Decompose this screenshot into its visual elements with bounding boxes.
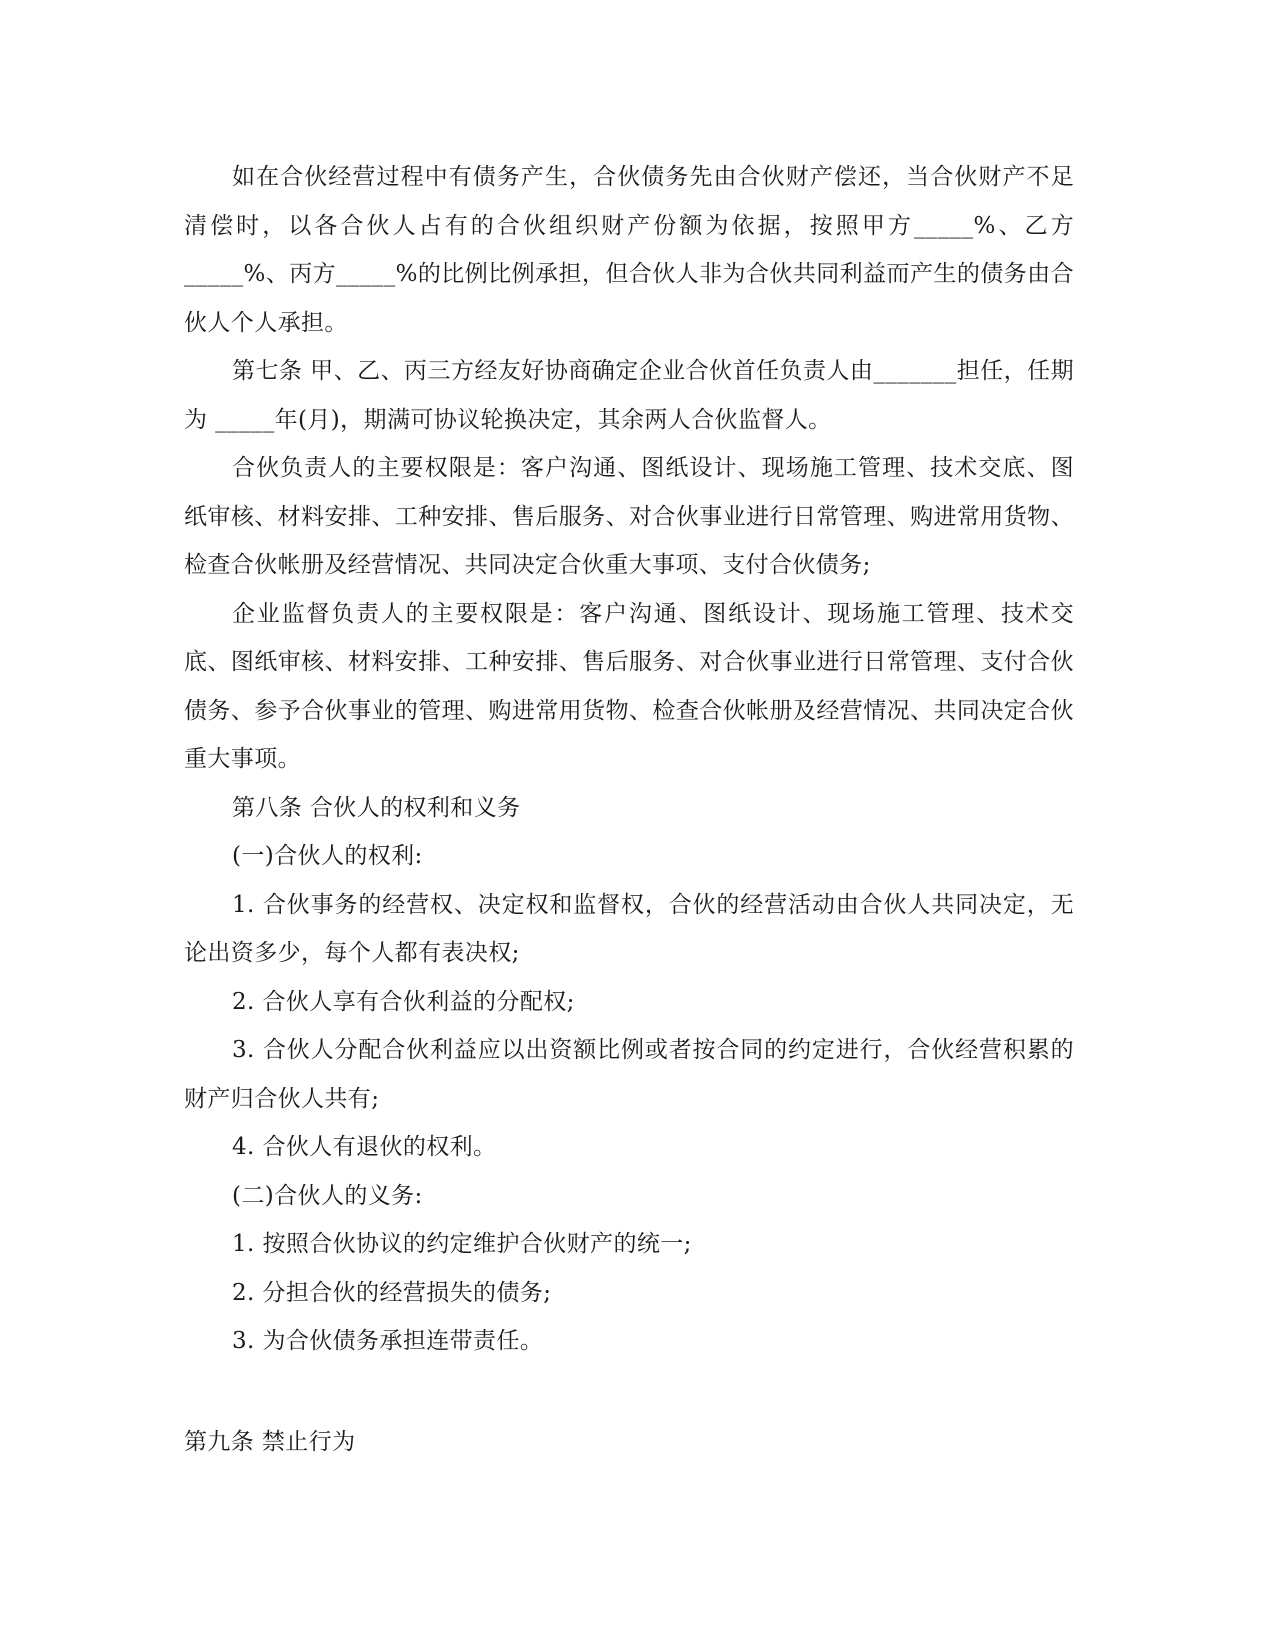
debt-liability-paragraph: 如在合伙经营过程中有债务产生，合伙债务先由合伙财产偿还，当合伙财产不足清偿时，以各合伙人占有的合伙组织财产份额为依据，按照甲方_____%、乙方_____%、丙方_____%的比例比例承担，但合伙人非为合伙共同利益而产生的债务由合伙人个人承担。 (184, 164, 1074, 336)
manager-authority-paragraph: 合伙负责人的主要权限是：客户沟通、图纸设计、现场施工管理、技术交底、图纸审核、材料安排、工种安排、售后服务、对合伙事业进行日常管理、购进常用货物、检查合伙帐册及经营情况、共同决定合伙重大事项、支付合伙债务; (184, 455, 1074, 578)
right-item-3: 3. 合伙人分配合伙利益应以出资额比例或者按合同的约定进行，合伙经营积累的财产归合伙人共有; (184, 1037, 1074, 1112)
article-seven-paragraph: 第七条 甲、乙、丙三方经友好协商确定企业合伙首任负责人由_______担任，任期为 _____年(月)，期满可协议轮换决定，其余两人合伙监督人。 (184, 358, 1074, 433)
duty-item-3: 3. 为合伙债务承担连带责任。 (232, 1328, 544, 1354)
supervisor-authority-paragraph: 企业监督负责人的主要权限是：客户沟通、图纸设计、现场施工管理、技术交底、图纸审核、材料安排、工种安排、售后服务、对合伙事业进行日常管理、支付合伙债务、参予合伙事业的管理、购进常用货物、检查合伙帐册及经营情况、共同决定合伙重大事项。 (184, 600, 1074, 772)
right-item-4: 4. 合伙人有退伙的权利。 (232, 1134, 497, 1160)
right-item-2: 2. 合伙人享有合伙利益的分配权; (232, 988, 575, 1015)
article-nine-heading: 第九条 禁止行为 (184, 1429, 356, 1455)
document-body (184, 153, 1074, 1366)
right-item-1: 1. 合伙事务的经营权、决定权和监督权，合伙的经营活动由合伙人共同决定，无论出资多少，每个人都有表决权; (184, 891, 1074, 966)
partner-rights-heading: (一)合伙人的权利: (232, 843, 423, 869)
duty-item-2: 2. 分担合伙的经营损失的债务; (232, 1279, 552, 1306)
article-eight-heading: 第八条 合伙人的权利和义务 (232, 794, 521, 821)
duty-item-1: 1. 按照合伙协议的约定维护合伙财产的统一; (232, 1231, 692, 1257)
partner-duties-heading: (二)合伙人的义务: (232, 1182, 423, 1209)
